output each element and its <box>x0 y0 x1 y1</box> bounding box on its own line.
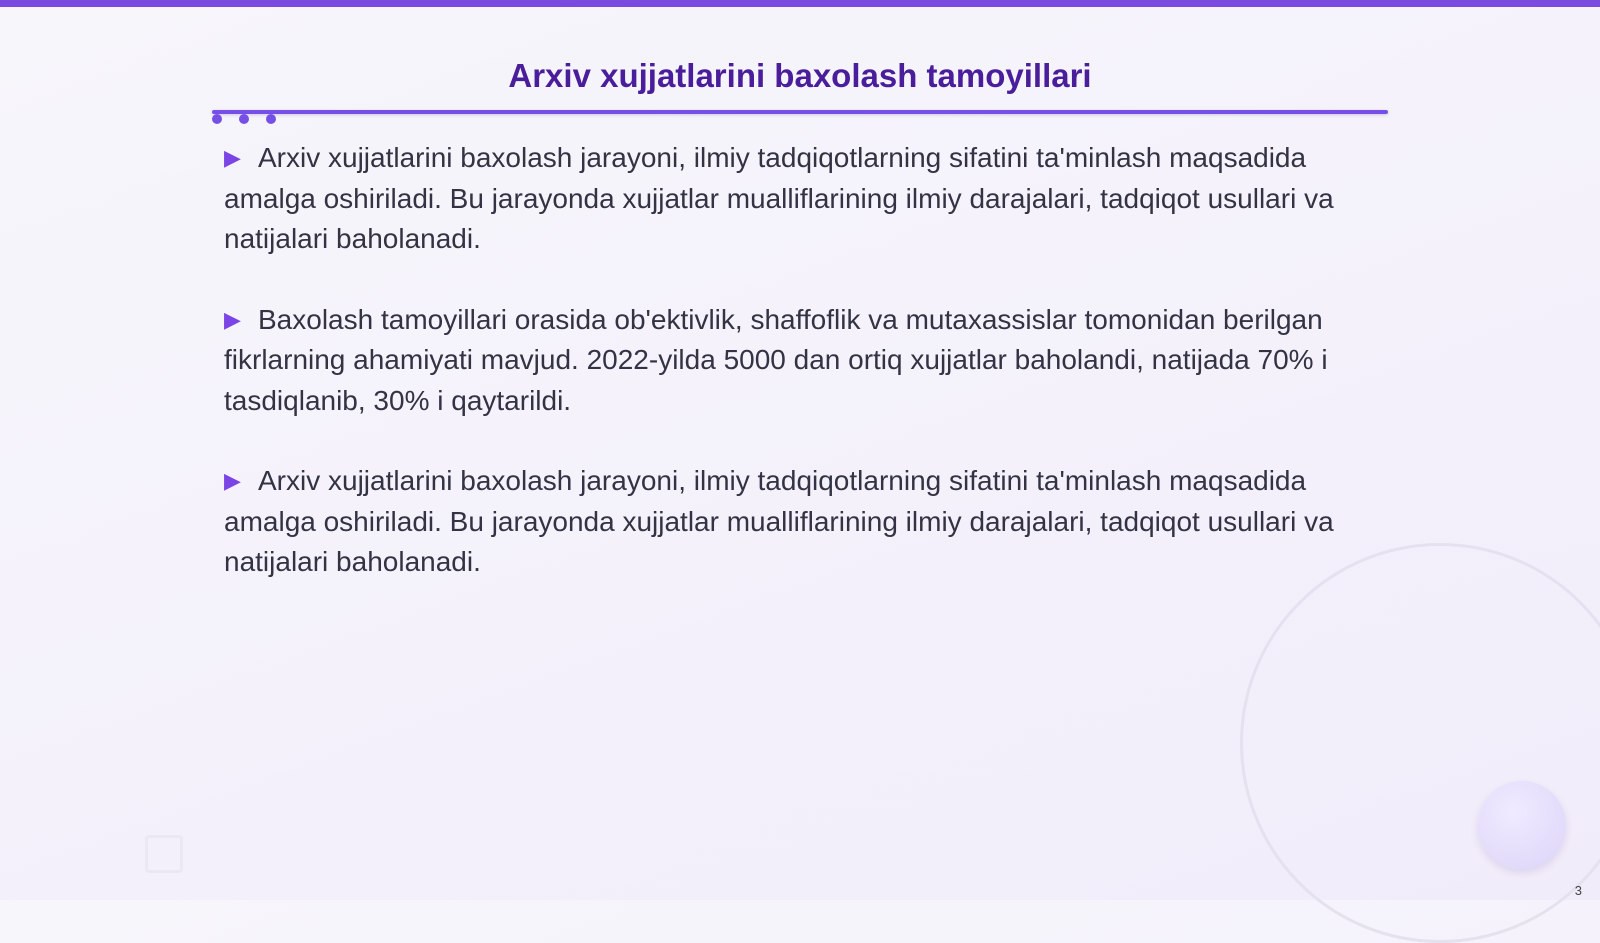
play-triangle-icon: ▶ <box>224 468 241 493</box>
bullet-item <box>224 138 1374 260</box>
title-underline <box>212 110 1388 114</box>
bullet-text: Arxiv xujjatlarini baxolash jarayoni, ilmiy tadqiqotlarning sifatini ta'minlash maqsadida amalga oshiriladi. Bu jarayonda xujjatlar mualliflarining ilmiy darajalari, tadqiqot usullari va natijalari baholanadi. <box>224 142 1334 254</box>
bullet-text: Baxolash tamoyillari orasida ob'ektivlik, shaffoflik va mutaxassislar tomonidan berilgan fikrlarning ahamiyati mavjud. 2022-yilda 5000 dan ortiq xujjatlar baholandi, natijada 70% i tasdiqlanib, 30% i qaytarildi. <box>224 303 1328 416</box>
decorative-square <box>145 835 183 873</box>
bullet-item <box>224 300 1374 422</box>
play-triangle-icon: ▶ <box>224 145 241 170</box>
slide-number: 3 <box>1574 883 1582 898</box>
play-triangle-icon: ▶ <box>224 306 241 332</box>
decorative-dot <box>239 114 249 124</box>
bullet-item <box>224 461 1374 583</box>
top-accent-bar <box>0 0 1600 7</box>
bullet-text: Arxiv xujjatlarini baxolash jarayoni, ilmiy tadqiqotlarning sifatini ta'minlash maqsadida amalga oshiriladi. Bu jarayonda xujjatlar mualliflarining ilmiy darajalari, tadqiqot usullari va natijalari baholanadi. <box>224 465 1334 577</box>
decorative-dot <box>212 114 222 124</box>
slide-title: Arxiv xujjatlarini baxolash tamoyillari <box>508 57 1092 94</box>
decorative-circle-filled <box>1478 781 1566 869</box>
bullet-list <box>224 138 1374 623</box>
decorative-dot <box>266 114 276 124</box>
